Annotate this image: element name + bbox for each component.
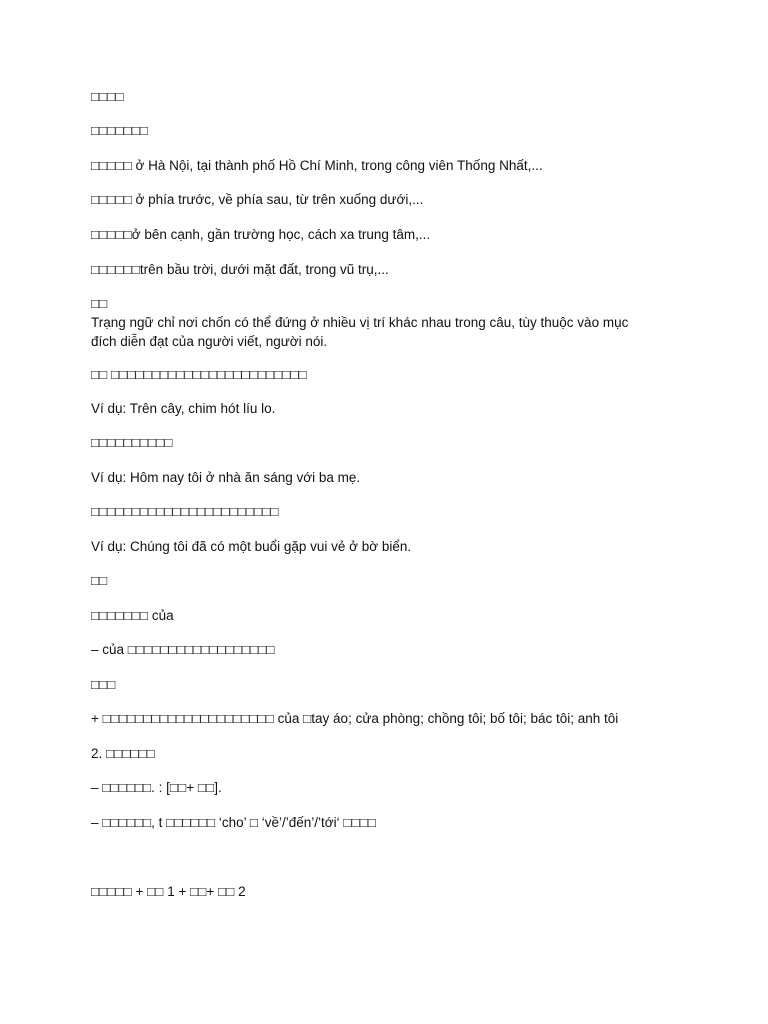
example-sentence: Ví dụ: Hôm nay tôi ở nhà ăn sáng với ba mẹ. [91,470,361,485]
text-line: – của □□□□□□□□□□□□□□□□□□ [91,642,275,657]
position-rule: □□□□□□□□□□ [91,435,173,450]
text-line: – □□□□□□. : [□□+ □□]. [91,780,222,795]
example-line: □□□□□ ở Hà Nội, tại thành phố Hồ Chí Minh, trong công viên Thống Nhất,... [91,158,543,173]
formula-line: □□□□□ + □□ 1 + □□+ □□ 2 [91,884,246,899]
example-sentence: Ví dụ: Trên cây, chim hót líu lo. [91,401,276,416]
example-line: □□□□□ ở phía trước, về phía sau, từ trên xuống dưới,... [91,192,424,207]
heading-1: □□□□ [91,89,124,104]
text-line: + □□□□□□□□□□□□□□□□□□□□□ của □tay áo; cửa phòng; chồng tôi; bố tôi; bác tôi; anh tôi [91,711,619,726]
paragraph: Trạng ngữ chỉ nơi chốn có thể đứng ở nhiều vị trí khác nhau trong câu, tùy thuộc vào mục đích diễn đạt của người viết, người nói. [91,315,629,349]
section-heading: □□ [91,573,108,588]
subheading: □□□□□□□ [91,123,149,138]
numbered-heading: 2. □□□□□□ [91,746,155,761]
example-sentence: Ví dụ: Chúng tôi đã có một buổi gặp vui vẻ ở bờ biển. [91,539,412,554]
section-heading: □□ [91,296,108,311]
example-line: □□□□□ở bên cạnh, gần trường học, cách xa trung tâm,... [91,227,431,242]
text-line: – □□□□□□, t □□□□□□ ‘cho’ □ ‘về’/’đến’/’tới‘ □□□□ [91,815,377,830]
example-line: □□□□□□trên bầu trời, dưới mặt đất, trong vũ trụ,... [91,262,389,277]
position-rule: □□ □□□□□□□□□□□□□□□□□□□□□□□□ [91,367,307,382]
text-line: □□□□□□□ của [91,608,174,623]
section-heading: □□□ [91,677,116,692]
position-rule: □□□□□□□□□□□□□□□□□□□□□□□ [91,504,279,519]
